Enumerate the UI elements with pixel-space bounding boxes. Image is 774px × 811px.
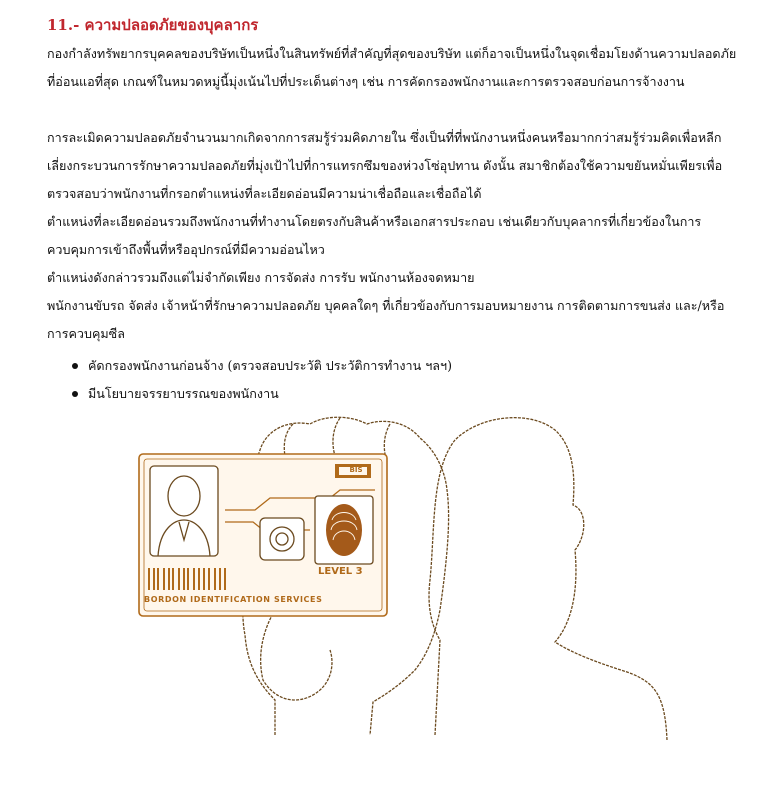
id-card-illustration <box>135 410 675 740</box>
section-heading: 11.- ความปลอดภัยของบุคลากร <box>47 16 259 34</box>
thumb-outline <box>261 610 332 700</box>
paragraph-positions-list: ตำแหน่งดังกล่าวรวมถึงแต่ไม่จำกัดเพียง การจัดส่ง การรับ พนักงานห้องจดหมาย <box>47 270 475 285</box>
person-silhouette <box>429 418 667 740</box>
paragraph-sensitive-positions: ตำแหน่งที่ละเอียดอ่อนรวมถึงพนักงานที่ทำงานโดยตรงกับสินค้าหรือเอกสารประกอบ เช่นเดียวกับบุคลากรที่เกี่ยวข้องในการควบคุมการเข้าถึงพื้นที่หรืออุปกรณ์ที่มีความอ่อนไหว <box>47 214 702 257</box>
paragraph-roles: พนักงานขับรถ จัดส่ง เจ้าหน้าที่รักษาความปลอดภัย บุคคลใดๆ ที่เกี่ยวข้องกับการมอบหมายงาน การติดตามการขนส่ง และ/หรือการควบคุมซีล <box>47 298 725 341</box>
paragraph-collusion: การละเมิดความปลอดภัยจำนวนมากเกิดจากการสมรู้ร่วมคิดภายใน ซึ่งเป็นที่ที่พนักงานหนึ่งคนหรือมากกว่าสมรู้ร่วมคิดเพื่อหลีกเลี่ยงกระบวนการรักษาความปลอดภัยที่มุ่งเป้าไปที่การแทรกซึมของห่วงโซ่อุปทาน ดังนั้น สมาชิกต้องใช้ความขยันหมั่นเพียรเพื่อตรวจสอบว่าพนักงานที่กรอกตำแหน่งที่ละเอียดอ่อนมีความน่าเชื่อถือและเชื่อถือได้ <box>47 130 723 201</box>
id-card <box>139 454 387 616</box>
bullet-item-code-of-conduct: มีนโยบายจรรยาบรรณของพนักงาน <box>72 380 452 408</box>
card-company-name: BORDON IDENTIFICATION SERVICES <box>144 595 323 604</box>
card-level-label: LEVEL 3 <box>318 566 363 577</box>
bullet-list <box>72 352 452 408</box>
paragraph-intro: กองกำลังทรัพยากรบุคคลของบริษัทเป็นหนึ่งในสินทรัพย์ที่สำคัญที่สุดของบริษัท แต่ก็อาจเป็นหนึ่งในจุดเชื่อมโยงด้านความปลอดภัยที่อ่อนแอที่สุด เกณฑ์ในหมวดหมู่นี้มุ่งเน้นไปที่ประเด็นต่างๆ เช่น การคัดกรองพนักงานและการตรวจสอบก่อนการจ้างงาน <box>47 46 737 89</box>
card-chip <box>260 518 304 560</box>
bullet-item-screening: คัดกรองพนักงานก่อนจ้าง (ตรวจสอบประวัติ ประวัติการทำงาน ฯลฯ) <box>72 352 452 380</box>
card-logo-text: BIS <box>349 466 363 474</box>
